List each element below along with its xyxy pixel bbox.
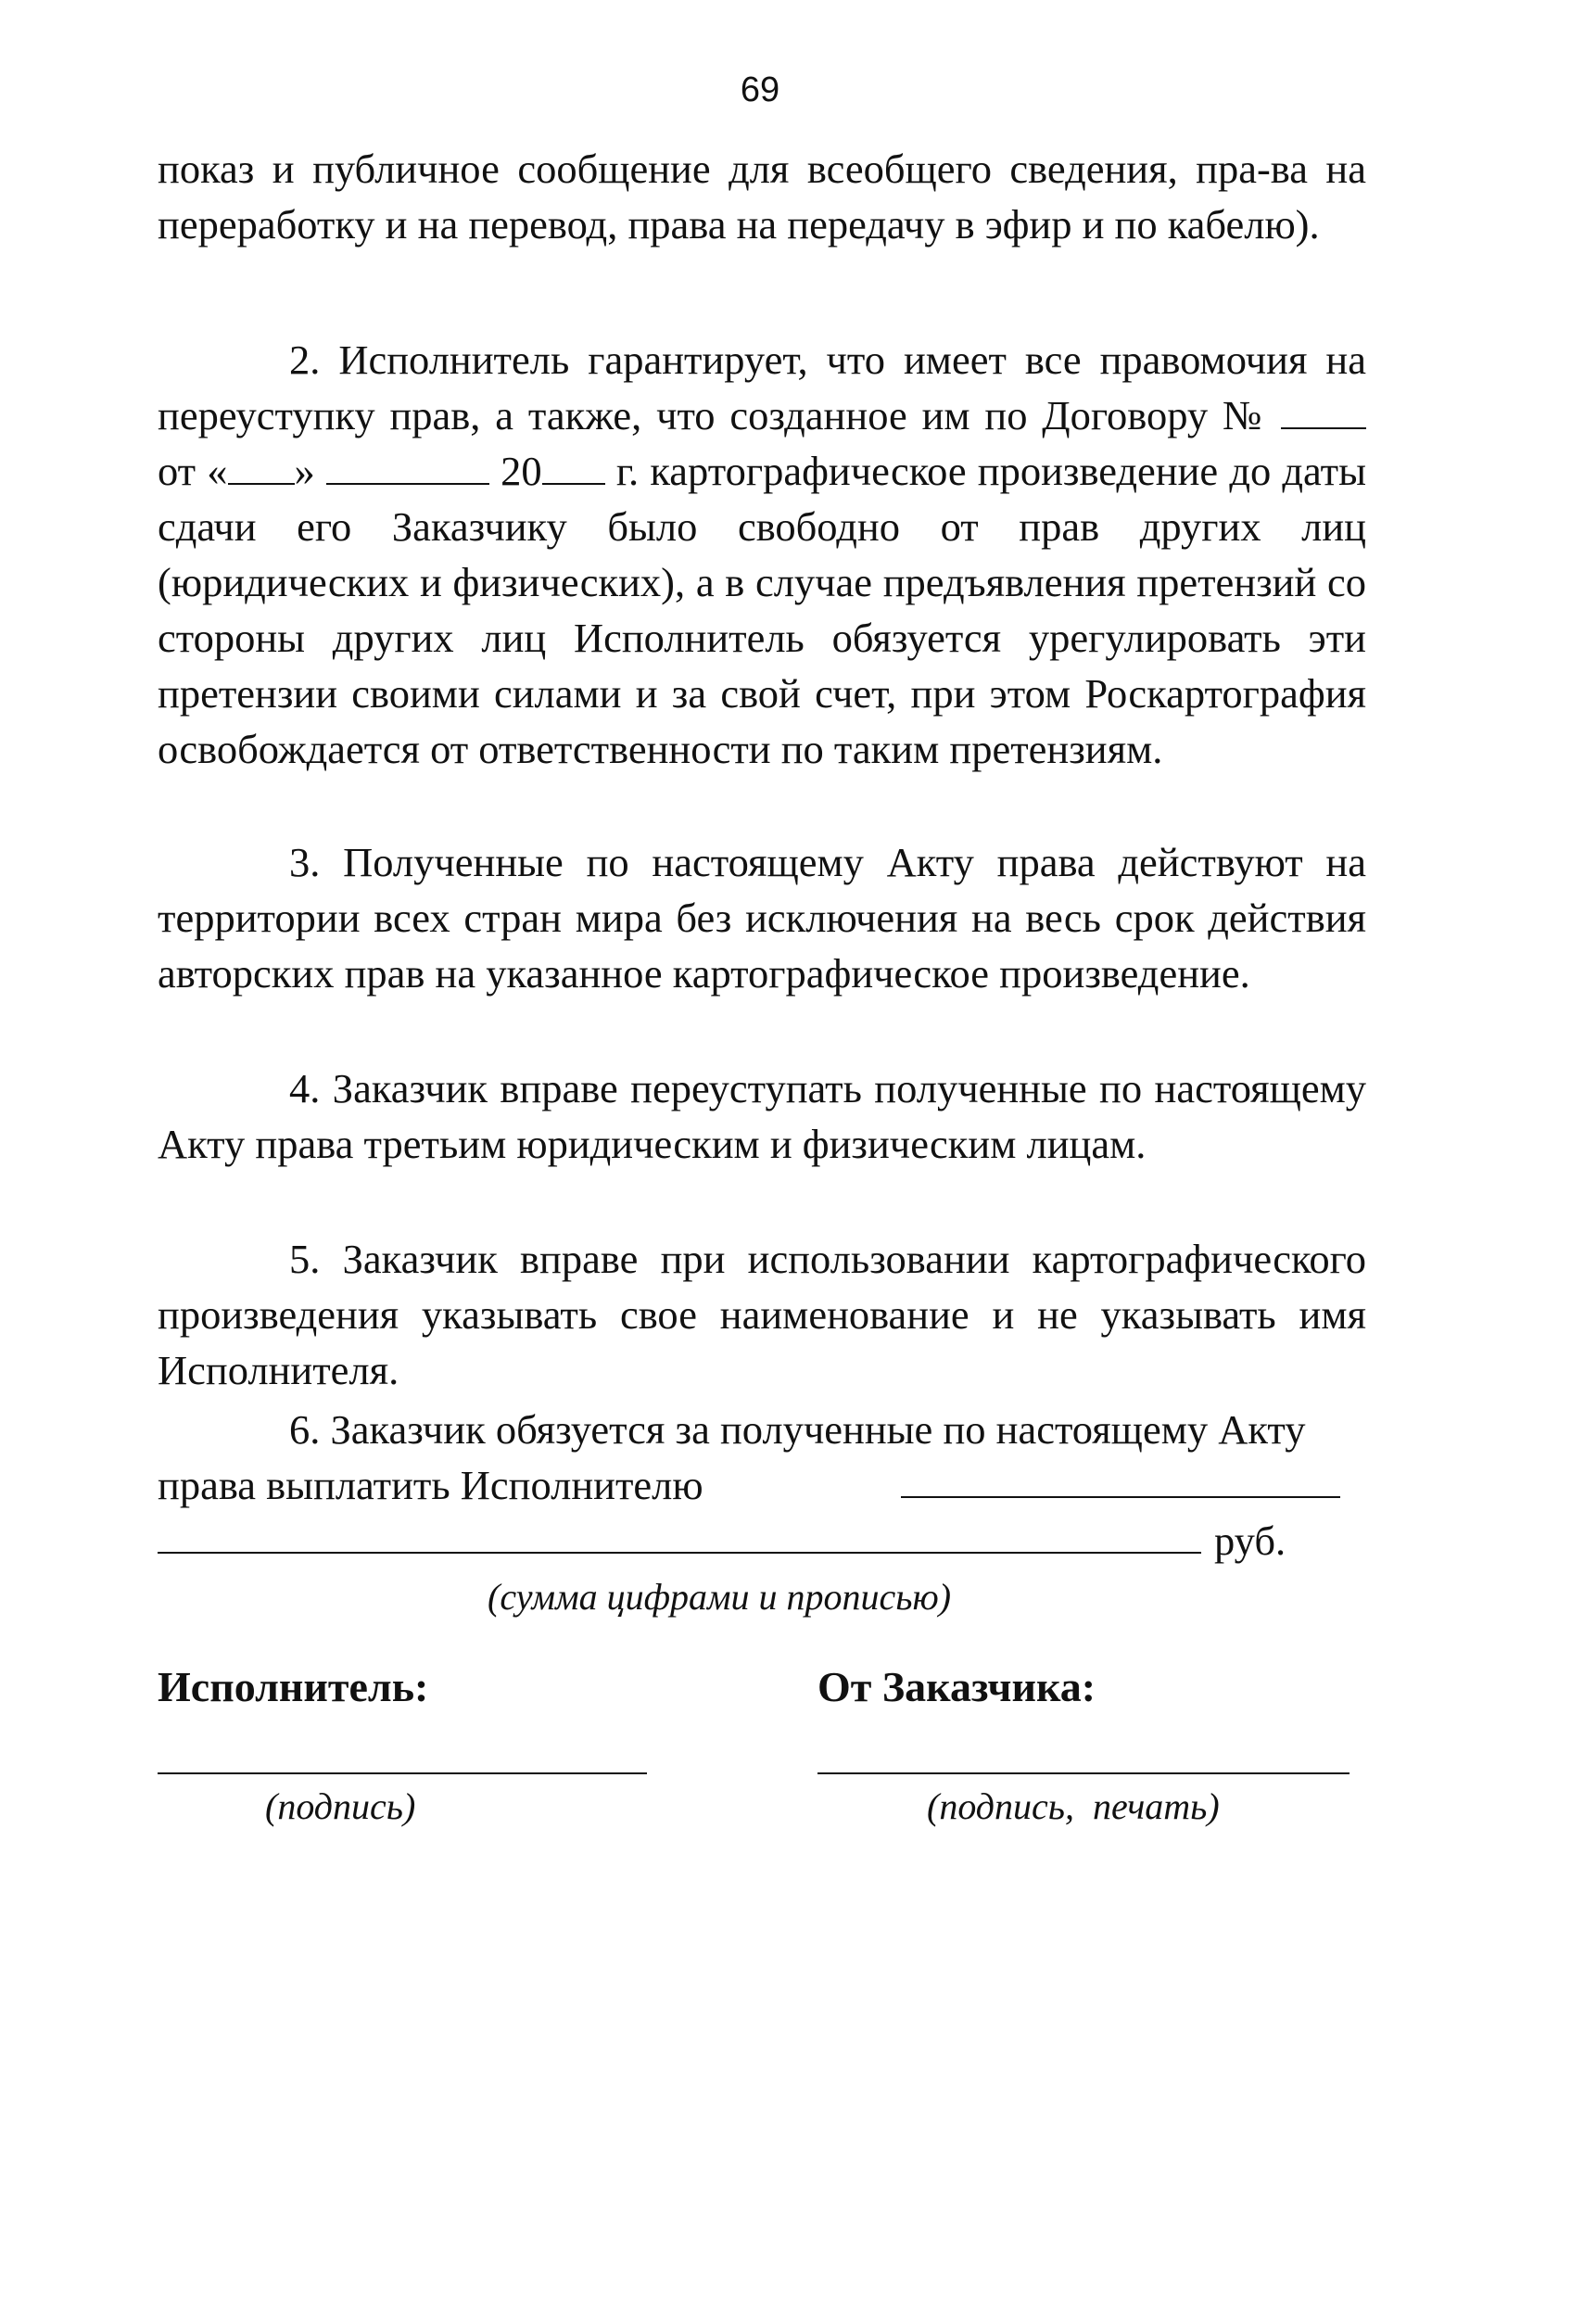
paragraph-2-part3: » (294, 448, 315, 494)
paragraph-4 (158, 1060, 1366, 1172)
customer-label: От Заказчика: (817, 1663, 1096, 1710)
customer-signature-line (817, 1772, 1350, 1774)
paragraph-6-words: 6. Заказчик обязуется за полученные по настоящему Акту права выплатить Исполнителю (158, 1406, 1306, 1508)
paragraph-2-part1: 2. Исполнитель гарантирует, что имеет все правомочия на переуступку прав, а также, что созданное им по Договору № (158, 337, 1366, 438)
paragraph-continuation-text: показ и публичное сообщение для всеобщего сведения, пра-ва на переработку и на перевод, права на передачу в эфир и по кабелю). (158, 146, 1366, 248)
paragraph-3 (158, 834, 1366, 1001)
page-number: 69 (740, 70, 780, 109)
paragraph-2-text (158, 332, 1366, 777)
currency-label: руб. (1214, 1518, 1286, 1564)
paragraph-2-part5: г. картографическое произведение до даты сдачи его Заказчику было свободно от прав других лиц (юридических и физических), а в случае предъявления претензий со стороны других лиц Исполнитель обязуется урегулировать эти претензии своими силами и за свой счет, при этом Роскартография освобождается от ответственности по таким претензиям. (158, 448, 1366, 772)
paragraph-4-text: 4. Заказчик вправе переуступать полученные по настоящему Акту права третьим юридическим и физическим лицам. (158, 1065, 1366, 1167)
paragraph-5 (158, 1231, 1366, 1398)
paragraph-2-part4: 20 (501, 448, 542, 494)
amount-caption: (сумма цифрами и прописью) (488, 1576, 952, 1618)
contract-day-blank (228, 451, 295, 485)
executor-signature-caption: (подпись) (265, 1785, 416, 1827)
paragraph-5-text: 5. Заказчик вправе при использовании картографического произведения указывать свое наименование и не указывать имя Исполнителя. (158, 1236, 1366, 1393)
executor-signature-line (158, 1772, 647, 1774)
paragraph-2 (158, 332, 1366, 777)
contract-month-blank (326, 451, 489, 485)
executor-label: Исполнитель: (158, 1663, 429, 1710)
payment-amount-line-1 (901, 1496, 1340, 1498)
payment-amount-line-2 (158, 1552, 1201, 1554)
paragraph-3-text: 3. Полученные по настоящему Акту права действуют на территории всех стран мира без исключения на весь срок действия авторских прав на указанное картографическое произведение. (158, 839, 1366, 997)
contract-year-blank (542, 451, 605, 485)
customer-signature-caption: (подпись, печать) (927, 1785, 1220, 1827)
paragraph-continuation (158, 141, 1366, 252)
contract-number-blank (1281, 396, 1366, 429)
paragraph-2-part2: от « (158, 448, 228, 494)
